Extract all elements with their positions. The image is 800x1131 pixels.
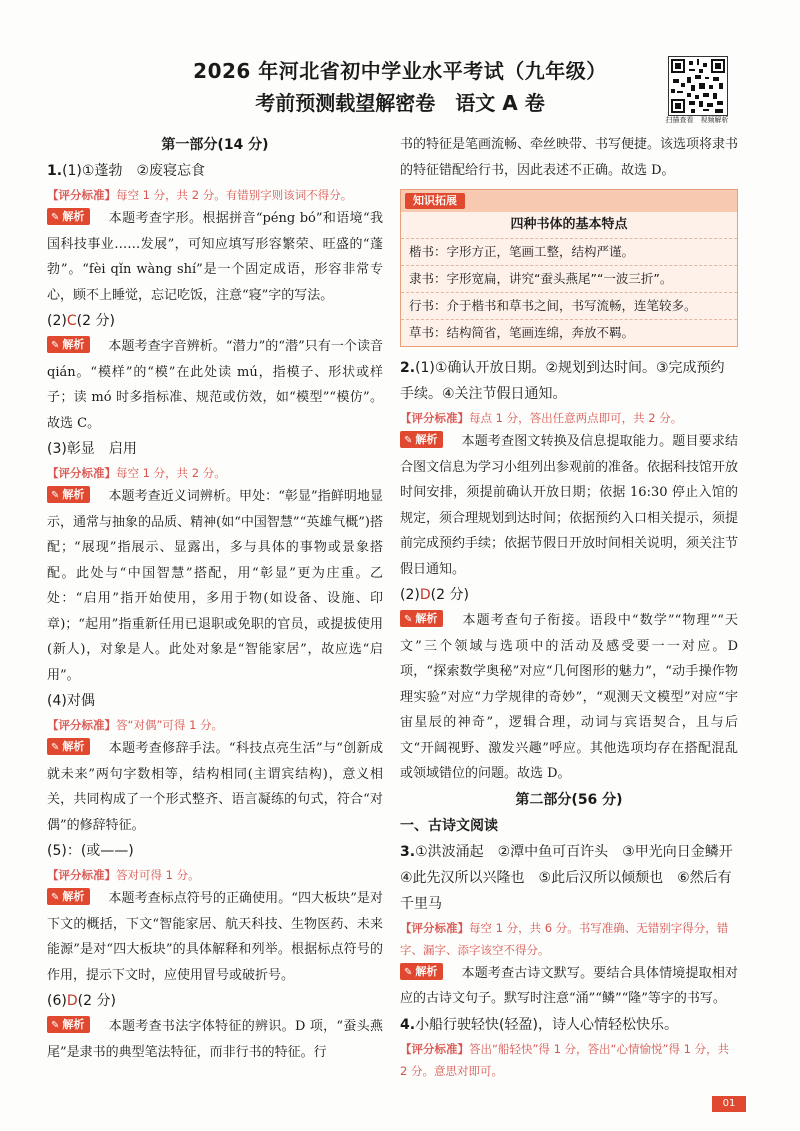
criteria-text: 答出“船轻快”得 1 分，答出“心情愉悦”得 1 分，共 2 分。意思对即可。 [400,1041,730,1078]
analysis-label: 解析 [62,740,85,753]
section-heading: 第一部分(14 分) [161,137,269,153]
analysis-badge [47,486,90,503]
scoring-criteria [400,917,738,961]
analysis-badge [47,208,90,225]
question-number: 2. [400,360,416,376]
scoring-criteria [400,407,738,429]
question-1-3: (3)彰显 启用 [47,441,137,457]
analysis-paragraph [47,484,383,688]
knowledge-header [401,190,737,212]
pen-icon: ✎ [404,614,413,625]
choice-answer: D [66,993,78,1009]
question-number: 1. [47,163,63,179]
question-2-2 [400,582,738,608]
analysis-paragraph [47,1014,383,1065]
analysis-text: 本题考查标点符号的正确使用。“四大板块”是对下文的概括，下文“智能家居、航天科技、生物医药、未来能源”是对“四大板块”的具体解释和列举。根据标点符号的作用，提示下文时，应使用冒号或破折号。 [47,891,383,983]
analysis-text: 本题考查字形。根据拼音“péng bó”和语境“我国科技事业……发展”，可知应填写形容繁荣、旺盛的“蓬勃”。“fèi qǐn wàng shí”是一个固定成语，形容非常专心，顾不上睡觉，忘记吃饭，注意“寝”字的写法。 [47,211,383,303]
analysis-badge [47,336,90,353]
analysis-text: 本题考查字音辨析。“潜力”的“潜”只有一个读音 qián。“模样”的“模”在此处读 mú，指模子、形状或样子；读 mó 时多指标准、规范或仿效，如“模型”“模仿”。故选 C。 [47,339,383,431]
criteria-tag: 【评分标准】 [47,868,116,882]
right-column [400,132,747,1082]
analysis-paragraph [400,608,738,787]
question-2-1 [400,355,738,407]
question-1-4: (4)对偶 [47,693,95,709]
pen-icon: ✎ [404,966,413,978]
pen-icon: ✎ [404,435,413,446]
analysis-paragraph [400,961,738,1012]
pen-icon: ✎ [51,892,60,903]
analysis-badge [400,610,443,627]
analysis-badge [400,963,443,980]
analysis-text: 本题考查近义词辨析。甲处：“彰显”指鲜明地显示，通常与抽象的品质、精神(如“中国智慧”“英雄气概”)搭配；“展现”指展示、显露出，多与具体的事物或景象搭配。此处与“中国智慧”搭配，用“彰显”更为庄重。乙处：“启用”指开始使用，多用于物(如设备、设施、印章)；“起用”指重新任用已退职或免职的官员，或提拔使用(新人)，对象是人。此处对象是“智能家居”，故应选“启用”。 [47,489,383,683]
analysis-label: 解析 [415,964,438,978]
criteria-text: 每空 1 分，共 2 分。 [116,466,226,480]
analysis-label: 解析 [62,1018,85,1031]
analysis-badge [47,1016,90,1033]
subsection-heading: 一、古诗文阅读 [400,817,498,834]
analysis-paragraph [47,334,383,436]
choice-answer: C [66,313,77,329]
answer-text: (1)①确认开放日期。②规划到达时间。③完成预约手续。④关注节假日通知。 [400,360,725,402]
knowledge-row: 草书：结构简省，笔画连绵，奔放不羁。 [401,319,737,346]
analysis-label: 解析 [415,433,438,446]
criteria-tag: 【评分标准】 [400,411,469,425]
qr-code-icon[interactable] [668,56,728,116]
analysis-label: 解析 [62,338,85,351]
analysis-label: 解析 [62,890,85,903]
pen-icon: ✎ [51,742,60,753]
question-3 [400,839,747,917]
knowledge-box [400,189,738,347]
question-1-2 [47,308,383,334]
pen-icon: ✎ [51,340,60,351]
points: (2 分) [76,313,115,329]
analysis-badge [400,431,443,448]
points: (2 分) [430,587,469,603]
criteria-tag: 【评分标准】 [400,920,469,935]
analysis-label: 解析 [62,488,85,501]
analysis-paragraph [47,206,383,308]
question-1-6 [47,988,383,1014]
knowledge-row: 楷书：字形方正，笔画工整，结构严谨。 [401,238,737,265]
scoring-criteria [47,714,383,736]
pen-icon: ✎ [51,1020,60,1031]
analysis-continuation: 书的特征是笔画流畅、牵丝映带、书写便捷。该选项将隶书的特征错配给行书，因此表述不正确。故选 D。 [400,137,739,178]
points: (2 分) [77,993,116,1009]
knowledge-title: 四种书体的基本特点 [510,217,628,232]
knowledge-row: 隶书：字形宽扁，讲究“蚕头燕尾”“一波三折”。 [401,265,737,292]
criteria-tag: 【评分标准】 [400,1041,469,1056]
criteria-tag: 【评分标准】 [47,466,116,480]
analysis-text: 本题考查书法字体特征的辨识。D 项，“蚕头燕尾”是隶书的典型笔法特征，而非行书的特征。行 [47,1019,383,1060]
scoring-criteria [400,1038,738,1082]
analysis-text: 本题考查修辞手法。“科技点亮生活”与“创新成就未来”两句字数相等，结构相同(主谓宾结构)，意义相关，共同构成了一个形式整齐、语言凝练的句式，符合“对偶”的修辞特征。 [47,741,383,833]
criteria-text: 每点 1 分，答出任意两点即可，共 2 分。 [469,411,683,425]
answer-text: (1)①蓬勃 ②废寝忘食 [62,163,205,179]
scoring-criteria [47,462,383,484]
subq-label: (2) [47,313,67,329]
exam-title: 2026 年河北省初中学业水平考试（九年级） [193,59,607,83]
criteria-text: 每空 1 分，共 6 分。书写准确、无错别字得分，错字、漏字、添字该空不得分。 [400,920,729,957]
criteria-text: 答“对偶”可得 1 分。 [116,718,224,732]
analysis-paragraph [47,886,383,988]
answer-text: 小船行驶轻快(轻盈)，诗人心情轻松快乐。 [415,1016,678,1033]
pen-icon: ✎ [51,490,60,501]
scoring-criteria [47,184,383,206]
answer-text: ①洪波涌起 ②潭中鱼可百许头 ③甲光向日金鳞开 ④此先汉所以兴隆也 ⑤此后汉所以倾颓也 ⑥然后有千里马 [400,843,747,912]
section-heading: 第二部分(56 分) [515,791,623,808]
question-4 [400,1012,738,1038]
page-number: 01 [712,1096,746,1112]
qr-caption: 扫描查看 视频解析 [665,116,729,124]
question-1-5: (5)：(或——) [47,843,134,859]
exam-subtitle: 考前预测载望解密卷 语文 A 卷 [255,91,545,115]
analysis-badge [47,738,90,755]
analysis-label: 解析 [62,210,85,223]
analysis-badge [47,888,90,905]
question-number: 3. [400,843,416,860]
analysis-text: 本题考查古诗文默写。要结合具体情境提取相对应的古诗文句子。默写时注意“涌”“鳞”“隆”等字的书写。 [400,965,738,1006]
knowledge-row: 行书：介于楷书和草书之间，书写流畅，连笔较多。 [401,292,737,319]
analysis-paragraph [400,429,738,582]
analysis-text: 本题考查句子衔接。语段中“数学”“物理”“天文”三个领域与选项中的活动及感受要一一对应。D 项，“探索数学奥秘”对应“几何图形的魅力”，“动手操作物理实验”对应“力学规律的奇妙”，“观测天文模型”对应“宇宙星辰的神奇”，逻辑合理，动词与宾语契合，且与后文“开阔视野、激发兴趣”呼应。其他选项均存在搭配混乱或领域错位的问题。故选 D。 [400,613,738,781]
left-column [47,132,383,1065]
analysis-text: 本题考查图文转换及信息提取能力。题目要求结合图文信息为学习小组列出参观前的准备。依据科技馆开放时间安排，须提前确认开放日期；依据 16:30 停止入馆的规定，须合理规划到达时间；依据预约入口相关提示，须提前完成预约手续；依据节假日开放时间相关说明，须关注节假日通知。 [400,434,739,577]
question-1-1 [47,158,383,184]
analysis-paragraph [47,736,383,838]
criteria-tag: 【评分标准】 [47,188,116,202]
pen-icon: ✎ [51,212,60,223]
criteria-text: 答对可得 1 分。 [116,868,200,882]
question-number: 4. [400,1016,416,1033]
subq-label: (6) [47,993,67,1009]
subq-label: (2) [400,587,420,603]
scoring-criteria [47,864,383,886]
analysis-label: 解析 [415,612,438,625]
criteria-text: 每空 1 分，共 2 分。有错别字则该词不得分。 [116,188,353,202]
choice-answer: D [419,587,431,603]
criteria-tag: 【评分标准】 [47,718,116,732]
knowledge-tag: 知识拓展 [405,193,465,209]
